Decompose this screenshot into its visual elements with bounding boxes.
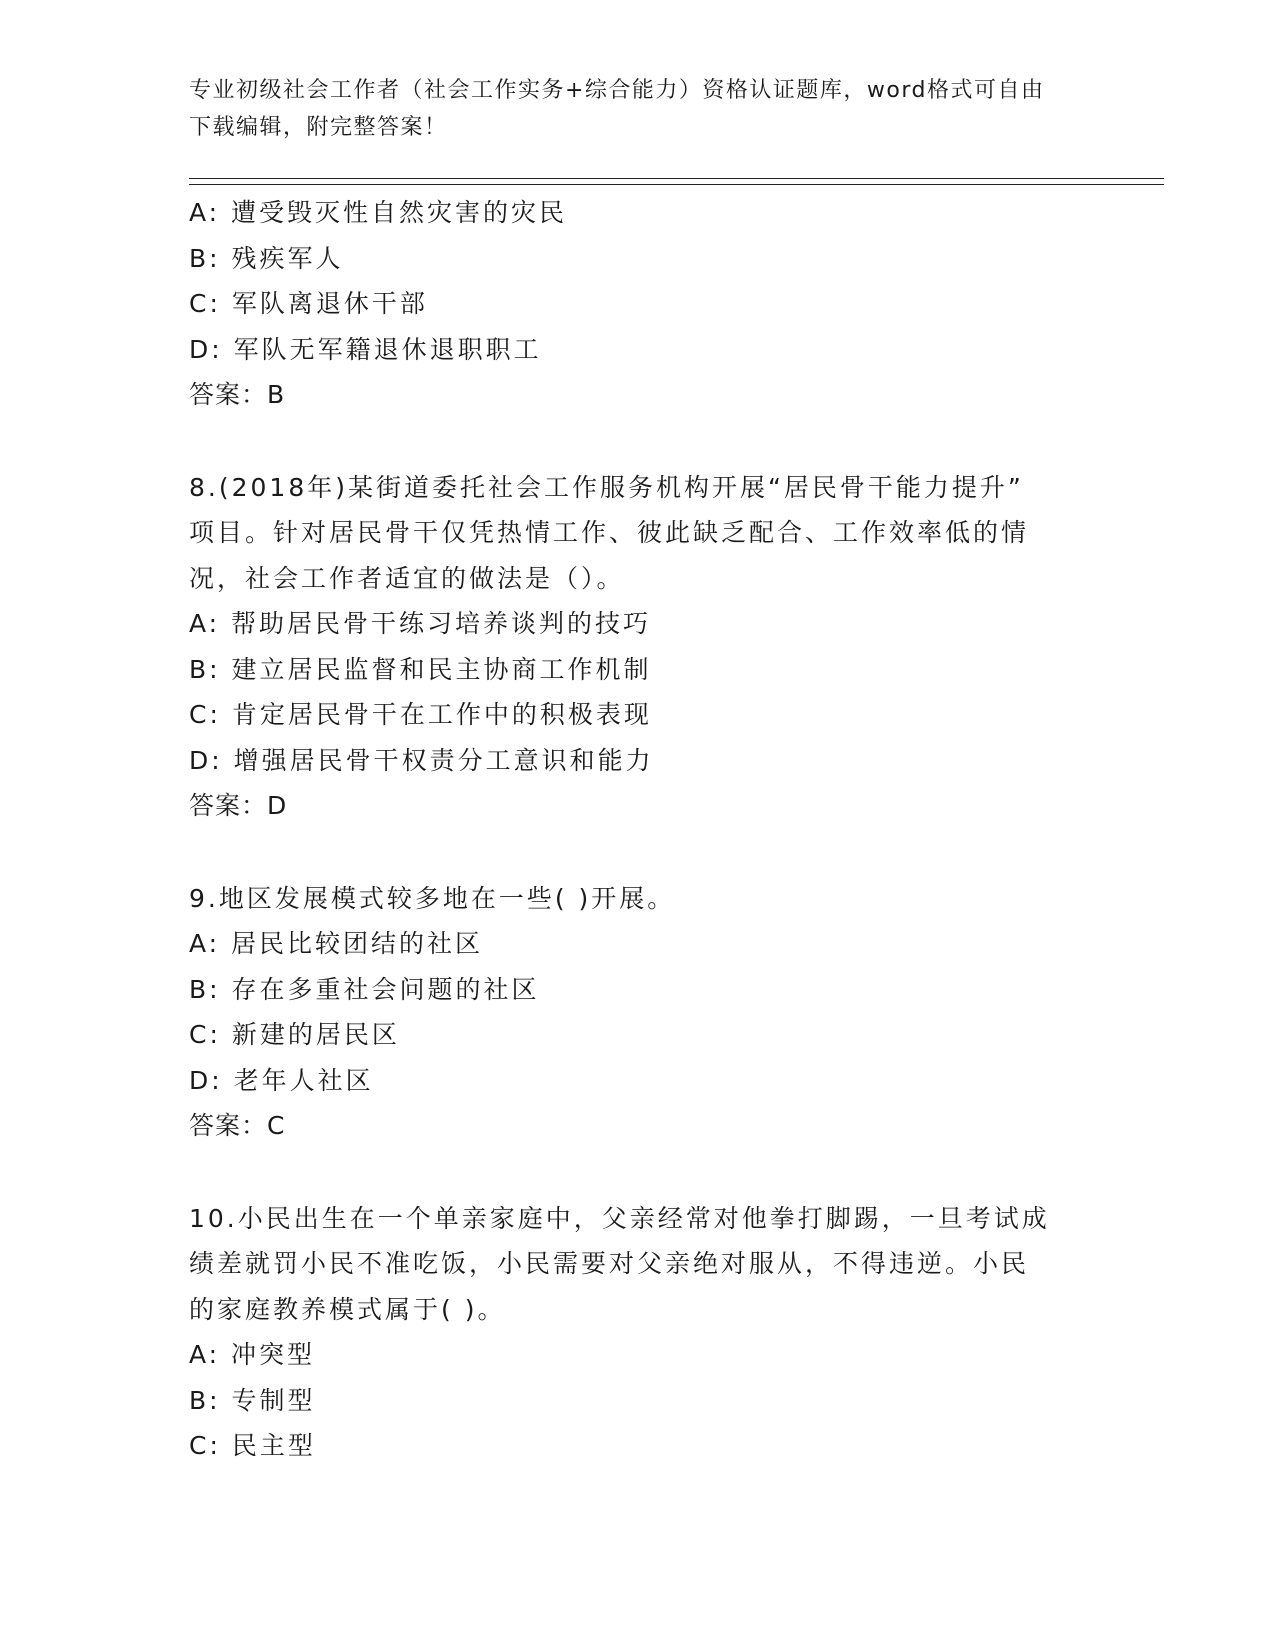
answer-label: 答案：D	[189, 791, 288, 820]
option-d: D: 增强居民骨干权责分工意识和能力	[189, 745, 654, 775]
question-8-text-line-3: 况，社会工作者适宜的做法是（）。	[189, 563, 625, 593]
header-divider-top	[189, 178, 1164, 179]
answer-label: 答案：B	[189, 380, 286, 409]
question-10-block	[189, 1196, 1089, 1469]
option-c: C: 民主型	[189, 1431, 316, 1460]
option-c: C: 新建的居民区	[189, 1020, 400, 1049]
question-content	[189, 190, 1089, 1469]
header-line-1: 专业初级社会工作者（社会工作实务+综合能力）资格认证题库，word格式可自由	[189, 78, 1045, 103]
option-a: A: 冲突型	[189, 1340, 316, 1369]
option-d: D: 老年人社区	[189, 1065, 374, 1095]
question-9-text: 9.地区发展模式较多地在一些( )开展。	[189, 883, 676, 913]
option-a: A: 帮助居民骨干练习培养谈判的技巧	[189, 609, 652, 638]
question-8-text-line-1: 8.(2018年)某街道委托社会工作服务机构开展“居民骨干能力提升”	[189, 472, 1024, 502]
document-header	[189, 72, 1089, 146]
option-b: B: 建立居民监督和民主协商工作机制	[189, 654, 652, 684]
answer-label: 答案：C	[189, 1111, 286, 1140]
question-8-text-line-2: 项目。针对居民骨干仅凭热情工作、彼此缺乏配合、工作效率低的情	[189, 518, 1030, 547]
option-b: B: 专制型	[189, 1385, 316, 1415]
question-9-block	[189, 876, 1089, 1149]
header-divider-bottom	[189, 184, 1164, 185]
question-8-block	[189, 465, 1089, 829]
question-10-text-line-1: 10.小民出生在一个单亲家庭中，父亲经常对他拳打脚踢，一旦考试成	[189, 1203, 1050, 1233]
option-b: B: 残疾军人	[189, 243, 344, 273]
option-c: C: 军队离退休干部	[189, 289, 428, 318]
question-10-text-line-2: 绩差就罚小民不准吃饭，小民需要对父亲绝对服从，不得违逆。小民	[189, 1249, 1030, 1278]
option-c: C: 肯定居民骨干在工作中的积极表现	[189, 700, 652, 729]
prev-question-block	[189, 190, 1089, 418]
option-b: B: 存在多重社会问题的社区	[189, 974, 540, 1004]
question-10-text-line-3: 的家庭教养模式属于( )。	[189, 1294, 506, 1324]
option-a: A: 居民比较团结的社区	[189, 929, 484, 958]
option-d: D: 军队无军籍退休退职职工	[189, 334, 542, 364]
option-a: A: 遭受毁灭性自然灾害的灾民	[189, 198, 568, 227]
header-line-2: 下载编辑，附完整答案！	[189, 115, 448, 140]
